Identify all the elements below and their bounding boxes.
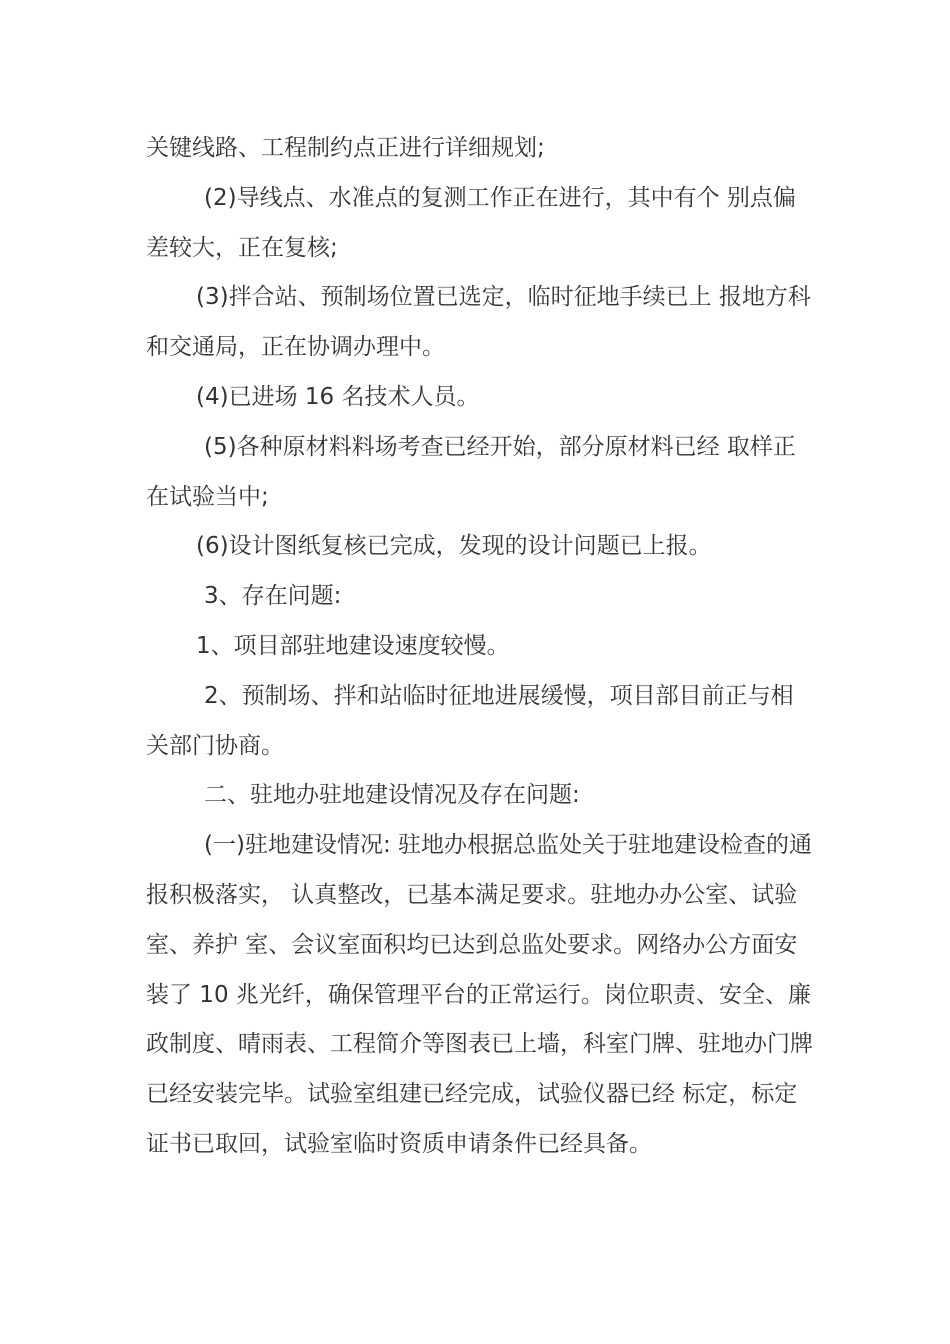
section-heading-issues: 3、存在问题: xyxy=(204,583,342,610)
section-heading-resident-office: 二、驻地办驻地建设情况及存在问题: xyxy=(204,782,580,809)
document-body xyxy=(146,124,819,1170)
paragraph-3: (3)拌合站、预制场位置已选定，临时征地手续已上 报地方科和交通局，正在协调办理中。 xyxy=(146,284,811,361)
issue-item-2: 2、预制场、拌和站临时征地进展缓慢，项目部目前正与相关部门协商。 xyxy=(146,682,794,759)
paragraph-resident-office-construction: (一)驻地建设情况: 驻地办根据总监处关于驻地建设检查的通报积极落实， 认真整改，已基本满足要求。驻地办办公室、试验室、养护 室、会议室面积均已达到总监处要求。网络办公方面安装了 10 兆光纤，确保管理平台的正常运行。岗位职责、安全、廉 政制度、晴雨表、工程简介等图表已上墙，科室门牌、驻地办门牌已经安装完毕。试验室组建已经完成，试验仪器已经 标定，标定证书已取回，试验室临时资质申请条件已经具备。 xyxy=(146,832,819,1157)
paragraph-4: (4)已进场 16 名技术人员。 xyxy=(196,383,480,410)
paragraph-2: (2)导线点、水准点的复测工作正在进行，其中有个 别点偏差较大，正在复核; xyxy=(146,184,796,261)
paragraph-5: (5)各种原材料料场考查已经开始，部分原材料已经 取样正在试验当中; xyxy=(146,433,796,510)
issue-item-1: 1、项目部驻地建设速度较慢。 xyxy=(196,632,510,659)
paragraph-6: (6)设计图纸复核已完成，发现的设计问题已上报。 xyxy=(196,533,712,560)
paragraph-1: 关键线路、工程制约点正进行详细规划; xyxy=(146,135,545,161)
